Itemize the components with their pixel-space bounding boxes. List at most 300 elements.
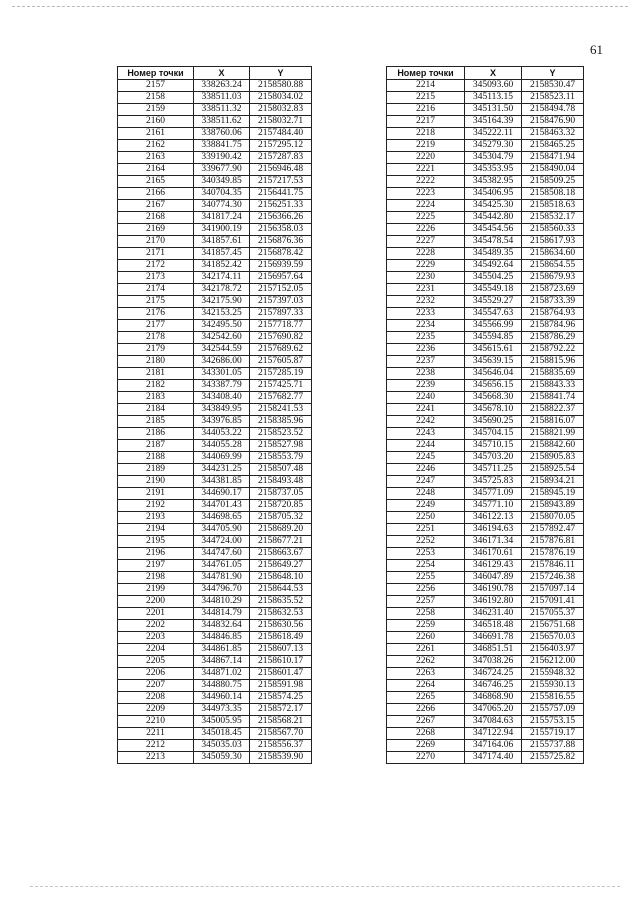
cell-point-number: 2236 <box>387 344 465 356</box>
top-scan-rule <box>12 6 628 7</box>
cell-point-number: 2206 <box>118 668 194 680</box>
cell-y: 2156212.00 <box>522 656 584 668</box>
cell-x: 338760.06 <box>194 128 250 140</box>
cell-x: 344810.29 <box>194 596 250 608</box>
cell-y: 2158705.32 <box>250 512 312 524</box>
cell-y: 2157425.71 <box>250 380 312 392</box>
table-row <box>387 560 584 572</box>
cell-x: 345222.11 <box>465 128 522 140</box>
cell-y: 2158649.27 <box>250 560 312 572</box>
cell-point-number: 2187 <box>118 440 194 452</box>
cell-y: 2158720.85 <box>250 500 312 512</box>
table-row <box>118 524 312 536</box>
table-row <box>387 200 584 212</box>
cell-y: 2157892.47 <box>522 524 584 536</box>
cell-x: 338841.75 <box>194 140 250 152</box>
table-row <box>118 608 312 620</box>
cell-point-number: 2157 <box>118 80 194 92</box>
cell-y: 2157097.14 <box>522 584 584 596</box>
cell-point-number: 2215 <box>387 92 465 104</box>
cell-point-number: 2162 <box>118 140 194 152</box>
cell-y: 2158607.13 <box>250 644 312 656</box>
cell-point-number: 2220 <box>387 152 465 164</box>
cell-point-number: 2199 <box>118 584 194 596</box>
table-row <box>118 200 312 212</box>
table-row <box>118 452 312 464</box>
cell-point-number: 2268 <box>387 728 465 740</box>
cell-x: 338511.62 <box>194 116 250 128</box>
cell-point-number: 2175 <box>118 296 194 308</box>
table-row <box>387 500 584 512</box>
cell-x: 344055.28 <box>194 440 250 452</box>
cell-point-number: 2216 <box>387 104 465 116</box>
cell-point-number: 2168 <box>118 212 194 224</box>
cell-y: 2158689.20 <box>250 524 312 536</box>
cell-x: 345164.39 <box>465 116 522 128</box>
cell-x: 345711.25 <box>465 464 522 476</box>
cell-point-number: 2181 <box>118 368 194 380</box>
cell-point-number: 2260 <box>387 632 465 644</box>
cell-y: 2156939.59 <box>250 260 312 272</box>
cell-x: 341900.19 <box>194 224 250 236</box>
cell-point-number: 2189 <box>118 464 194 476</box>
table-row <box>387 644 584 656</box>
table-row <box>118 500 312 512</box>
table-header-row <box>118 67 312 80</box>
cell-x: 343976.85 <box>194 416 250 428</box>
table-row <box>387 128 584 140</box>
table-row <box>118 704 312 716</box>
cell-y: 2157484.40 <box>250 128 312 140</box>
cell-x: 339190.42 <box>194 152 250 164</box>
cell-y: 2155719.17 <box>522 728 584 740</box>
cell-point-number: 2170 <box>118 236 194 248</box>
cell-y: 2158567.70 <box>250 728 312 740</box>
cell-x: 346868.90 <box>465 692 522 704</box>
page-number: 61 <box>590 42 603 57</box>
table-body-left <box>118 80 312 764</box>
cell-point-number: 2242 <box>387 416 465 428</box>
cell-point-number: 2195 <box>118 536 194 548</box>
cell-point-number: 2239 <box>387 380 465 392</box>
cell-point-number: 2253 <box>387 548 465 560</box>
cell-y: 2158943.89 <box>522 500 584 512</box>
cell-point-number: 2171 <box>118 248 194 260</box>
header-x: X <box>465 67 522 80</box>
table-row <box>118 680 312 692</box>
table-row <box>118 440 312 452</box>
cell-y: 2157876.19 <box>522 548 584 560</box>
cell-x: 345566.99 <box>465 320 522 332</box>
cell-x: 338263.24 <box>194 80 250 92</box>
cell-y: 2158934.21 <box>522 476 584 488</box>
table-row <box>118 668 312 680</box>
cell-y: 2156878.42 <box>250 248 312 260</box>
table-row <box>118 212 312 224</box>
table-row <box>387 92 584 104</box>
cell-x: 342542.60 <box>194 332 250 344</box>
table-row <box>118 80 312 92</box>
cell-x: 343849.95 <box>194 404 250 416</box>
cell-x: 345725.83 <box>465 476 522 488</box>
table-row <box>387 212 584 224</box>
cell-x: 342544.59 <box>194 344 250 356</box>
cell-y: 2158815.96 <box>522 356 584 368</box>
cell-point-number: 2174 <box>118 284 194 296</box>
cell-point-number: 2176 <box>118 308 194 320</box>
cell-point-number: 2229 <box>387 260 465 272</box>
cell-y: 2158034.02 <box>250 92 312 104</box>
table-row <box>118 308 312 320</box>
table-row <box>118 188 312 200</box>
cell-y: 2157091.41 <box>522 596 584 608</box>
cell-x: 344747.60 <box>194 548 250 560</box>
table-row <box>387 740 584 752</box>
table-header-row <box>387 67 584 80</box>
header-x: X <box>194 67 250 80</box>
cell-y: 2158508.18 <box>522 188 584 200</box>
cell-point-number: 2191 <box>118 488 194 500</box>
cell-y: 2158764.93 <box>522 308 584 320</box>
cell-x: 345005.95 <box>194 716 250 728</box>
table-row <box>387 632 584 644</box>
cell-point-number: 2204 <box>118 644 194 656</box>
table-row <box>387 380 584 392</box>
cell-y: 2158842.60 <box>522 440 584 452</box>
table-row <box>387 452 584 464</box>
cell-y: 2158530.47 <box>522 80 584 92</box>
cell-x: 346170.61 <box>465 548 522 560</box>
table-row <box>118 548 312 560</box>
cell-y: 2157718.77 <box>250 320 312 332</box>
cell-point-number: 2183 <box>118 392 194 404</box>
table-row <box>118 728 312 740</box>
cell-y: 2158572.17 <box>250 704 312 716</box>
cell-y: 2156570.03 <box>522 632 584 644</box>
cell-y: 2157689.62 <box>250 344 312 356</box>
cell-x: 345113.15 <box>465 92 522 104</box>
table-row <box>387 104 584 116</box>
cell-point-number: 2208 <box>118 692 194 704</box>
cell-point-number: 2197 <box>118 560 194 572</box>
cell-y: 2158591.98 <box>250 680 312 692</box>
cell-point-number: 2270 <box>387 752 465 764</box>
cell-point-number: 2218 <box>387 128 465 140</box>
cell-x: 345704.15 <box>465 428 522 440</box>
cell-x: 341817.24 <box>194 212 250 224</box>
table-row <box>387 344 584 356</box>
cell-x: 345668.30 <box>465 392 522 404</box>
cell-y: 2158523.52 <box>250 428 312 440</box>
cell-point-number: 2264 <box>387 680 465 692</box>
cell-point-number: 2245 <box>387 452 465 464</box>
cell-x: 345018.45 <box>194 728 250 740</box>
table-row <box>387 524 584 536</box>
table-row <box>118 284 312 296</box>
table-row <box>387 116 584 128</box>
header-point-number: Номер точки <box>387 67 465 80</box>
cell-point-number: 2263 <box>387 668 465 680</box>
cell-y: 2156751.68 <box>522 620 584 632</box>
table-row <box>118 248 312 260</box>
cell-y: 2158494.78 <box>522 104 584 116</box>
cell-y: 2158523.11 <box>522 92 584 104</box>
table-row <box>118 740 312 752</box>
table-row <box>118 380 312 392</box>
cell-y: 2158635.52 <box>250 596 312 608</box>
cell-y: 2158568.21 <box>250 716 312 728</box>
cell-point-number: 2267 <box>387 716 465 728</box>
cell-y: 2158644.53 <box>250 584 312 596</box>
cell-x: 339677.90 <box>194 164 250 176</box>
table-row <box>118 272 312 284</box>
cell-x: 344724.00 <box>194 536 250 548</box>
cell-point-number: 2219 <box>387 140 465 152</box>
cell-x: 346851.51 <box>465 644 522 656</box>
cell-x: 347164.06 <box>465 740 522 752</box>
cell-point-number: 2255 <box>387 572 465 584</box>
header-y: Y <box>250 67 312 80</box>
cell-point-number: 2182 <box>118 380 194 392</box>
cell-point-number: 2265 <box>387 692 465 704</box>
cell-point-number: 2163 <box>118 152 194 164</box>
cell-y: 2158532.17 <box>522 212 584 224</box>
cell-x: 345382.95 <box>465 176 522 188</box>
cell-y: 2155753.15 <box>522 716 584 728</box>
cell-point-number: 2212 <box>118 740 194 752</box>
cell-y: 2158617.93 <box>522 236 584 248</box>
cell-point-number: 2194 <box>118 524 194 536</box>
table-row <box>118 320 312 332</box>
cell-y: 2158493.48 <box>250 476 312 488</box>
table-row <box>387 332 584 344</box>
table-row <box>387 704 584 716</box>
cell-point-number: 2159 <box>118 104 194 116</box>
cell-point-number: 2241 <box>387 404 465 416</box>
table-row <box>118 92 312 104</box>
table-row <box>118 404 312 416</box>
cell-point-number: 2252 <box>387 536 465 548</box>
table-row <box>118 140 312 152</box>
cell-y: 2158509.25 <box>522 176 584 188</box>
cell-x: 345529.27 <box>465 296 522 308</box>
cell-point-number: 2196 <box>118 548 194 560</box>
cell-y: 2156403.97 <box>522 644 584 656</box>
cell-x: 344871.02 <box>194 668 250 680</box>
cell-point-number: 2210 <box>118 716 194 728</box>
cell-y: 2158618.49 <box>250 632 312 644</box>
cell-point-number: 2232 <box>387 296 465 308</box>
table-row <box>118 476 312 488</box>
cell-y: 2156957.64 <box>250 272 312 284</box>
cell-x: 342175.90 <box>194 296 250 308</box>
table-row <box>118 236 312 248</box>
cell-x: 347065.20 <box>465 704 522 716</box>
table-row <box>387 728 584 740</box>
table-row <box>387 236 584 248</box>
cell-y: 2158737.05 <box>250 488 312 500</box>
cell-y: 2156358.03 <box>250 224 312 236</box>
cell-point-number: 2185 <box>118 416 194 428</box>
cell-x: 344761.05 <box>194 560 250 572</box>
cell-x: 345304.79 <box>465 152 522 164</box>
table-row <box>118 104 312 116</box>
cell-y: 2156366.26 <box>250 212 312 224</box>
cell-x: 346192.80 <box>465 596 522 608</box>
cell-x: 344861.85 <box>194 644 250 656</box>
cell-point-number: 2164 <box>118 164 194 176</box>
cell-point-number: 2217 <box>387 116 465 128</box>
cell-x: 344701.43 <box>194 500 250 512</box>
cell-point-number: 2179 <box>118 344 194 356</box>
table-row <box>387 164 584 176</box>
cell-x: 347038.26 <box>465 656 522 668</box>
cell-point-number: 2269 <box>387 740 465 752</box>
table-row <box>387 416 584 428</box>
cell-y: 2158632.53 <box>250 608 312 620</box>
cell-x: 345710.15 <box>465 440 522 452</box>
table-row <box>118 368 312 380</box>
table-row <box>387 536 584 548</box>
table-row <box>387 488 584 500</box>
cell-x: 347174.40 <box>465 752 522 764</box>
cell-y: 2157846.11 <box>522 560 584 572</box>
cell-x: 341857.61 <box>194 236 250 248</box>
table-row <box>387 140 584 152</box>
cell-point-number: 2228 <box>387 248 465 260</box>
header-y: Y <box>522 67 584 80</box>
cell-x: 345406.95 <box>465 188 522 200</box>
cell-x: 344880.75 <box>194 680 250 692</box>
table-row <box>118 128 312 140</box>
cell-x: 344973.35 <box>194 704 250 716</box>
cell-y: 2158841.74 <box>522 392 584 404</box>
cell-y: 2157605.87 <box>250 356 312 368</box>
cell-x: 346691.78 <box>465 632 522 644</box>
table-row <box>387 404 584 416</box>
cell-point-number: 2266 <box>387 704 465 716</box>
table-row <box>118 560 312 572</box>
cell-x: 344698.65 <box>194 512 250 524</box>
table-row <box>118 332 312 344</box>
cell-y: 2158490.04 <box>522 164 584 176</box>
cell-point-number: 2244 <box>387 440 465 452</box>
cell-point-number: 2165 <box>118 176 194 188</box>
cell-point-number: 2202 <box>118 620 194 632</box>
cell-point-number: 2261 <box>387 644 465 656</box>
cell-y: 2158679.93 <box>522 272 584 284</box>
table-row <box>118 344 312 356</box>
table-row <box>118 632 312 644</box>
table-row <box>118 356 312 368</box>
cell-point-number: 2233 <box>387 308 465 320</box>
cell-point-number: 2243 <box>387 428 465 440</box>
cell-point-number: 2249 <box>387 500 465 512</box>
cell-x: 345504.25 <box>465 272 522 284</box>
cell-x: 344781.90 <box>194 572 250 584</box>
cell-point-number: 2172 <box>118 260 194 272</box>
table-row <box>387 464 584 476</box>
table-row <box>387 272 584 284</box>
cell-x: 345279.30 <box>465 140 522 152</box>
cell-point-number: 2169 <box>118 224 194 236</box>
table-row <box>118 692 312 704</box>
cell-y: 2157246.38 <box>522 572 584 584</box>
cell-y: 2158786.29 <box>522 332 584 344</box>
cell-y: 2158677.21 <box>250 536 312 548</box>
cell-x: 341857.45 <box>194 248 250 260</box>
table-row <box>387 692 584 704</box>
cell-point-number: 2250 <box>387 512 465 524</box>
cell-y: 2158241.53 <box>250 404 312 416</box>
cell-point-number: 2186 <box>118 428 194 440</box>
cell-y: 2158822.37 <box>522 404 584 416</box>
cell-y: 2157055.37 <box>522 608 584 620</box>
cell-point-number: 2207 <box>118 680 194 692</box>
cell-y: 2158507.48 <box>250 464 312 476</box>
cell-x: 340704.35 <box>194 188 250 200</box>
cell-x: 342686.00 <box>194 356 250 368</box>
cell-point-number: 2259 <box>387 620 465 632</box>
cell-point-number: 2262 <box>387 656 465 668</box>
cell-x: 346047.89 <box>465 572 522 584</box>
cell-y: 2157876.81 <box>522 536 584 548</box>
cell-y: 2158556.37 <box>250 740 312 752</box>
table-row <box>387 296 584 308</box>
cell-y: 2155757.09 <box>522 704 584 716</box>
cell-x: 345131.50 <box>465 104 522 116</box>
cell-y: 2158792.22 <box>522 344 584 356</box>
cell-point-number: 2230 <box>387 272 465 284</box>
cell-point-number: 2160 <box>118 116 194 128</box>
cell-x: 344705.90 <box>194 524 250 536</box>
cell-point-number: 2177 <box>118 320 194 332</box>
cell-x: 345639.15 <box>465 356 522 368</box>
cell-point-number: 2224 <box>387 200 465 212</box>
cell-x: 345703.20 <box>465 452 522 464</box>
table-row <box>118 296 312 308</box>
cell-y: 2158527.98 <box>250 440 312 452</box>
cell-point-number: 2214 <box>387 80 465 92</box>
cell-y: 2157397.03 <box>250 296 312 308</box>
cell-y: 2156441.75 <box>250 188 312 200</box>
cell-y: 2157285.19 <box>250 368 312 380</box>
cell-x: 345690.25 <box>465 416 522 428</box>
cell-y: 2158560.33 <box>522 224 584 236</box>
table-row <box>387 308 584 320</box>
cell-y: 2158663.67 <box>250 548 312 560</box>
cell-x: 346518.48 <box>465 620 522 632</box>
table-row <box>387 716 584 728</box>
table-row <box>387 80 584 92</box>
table-row <box>387 188 584 200</box>
cell-x: 342495.50 <box>194 320 250 332</box>
table-row <box>387 284 584 296</box>
cell-x: 345646.04 <box>465 368 522 380</box>
cell-point-number: 2192 <box>118 500 194 512</box>
cell-y: 2158925.54 <box>522 464 584 476</box>
table-row <box>118 716 312 728</box>
cell-y: 2155725.82 <box>522 752 584 764</box>
table-row <box>387 620 584 632</box>
cell-y: 2158518.63 <box>522 200 584 212</box>
cell-y: 2156251.33 <box>250 200 312 212</box>
table-row <box>387 608 584 620</box>
table-row <box>387 260 584 272</box>
bottom-scan-rule <box>30 886 620 887</box>
table-row <box>118 572 312 584</box>
cell-point-number: 2234 <box>387 320 465 332</box>
